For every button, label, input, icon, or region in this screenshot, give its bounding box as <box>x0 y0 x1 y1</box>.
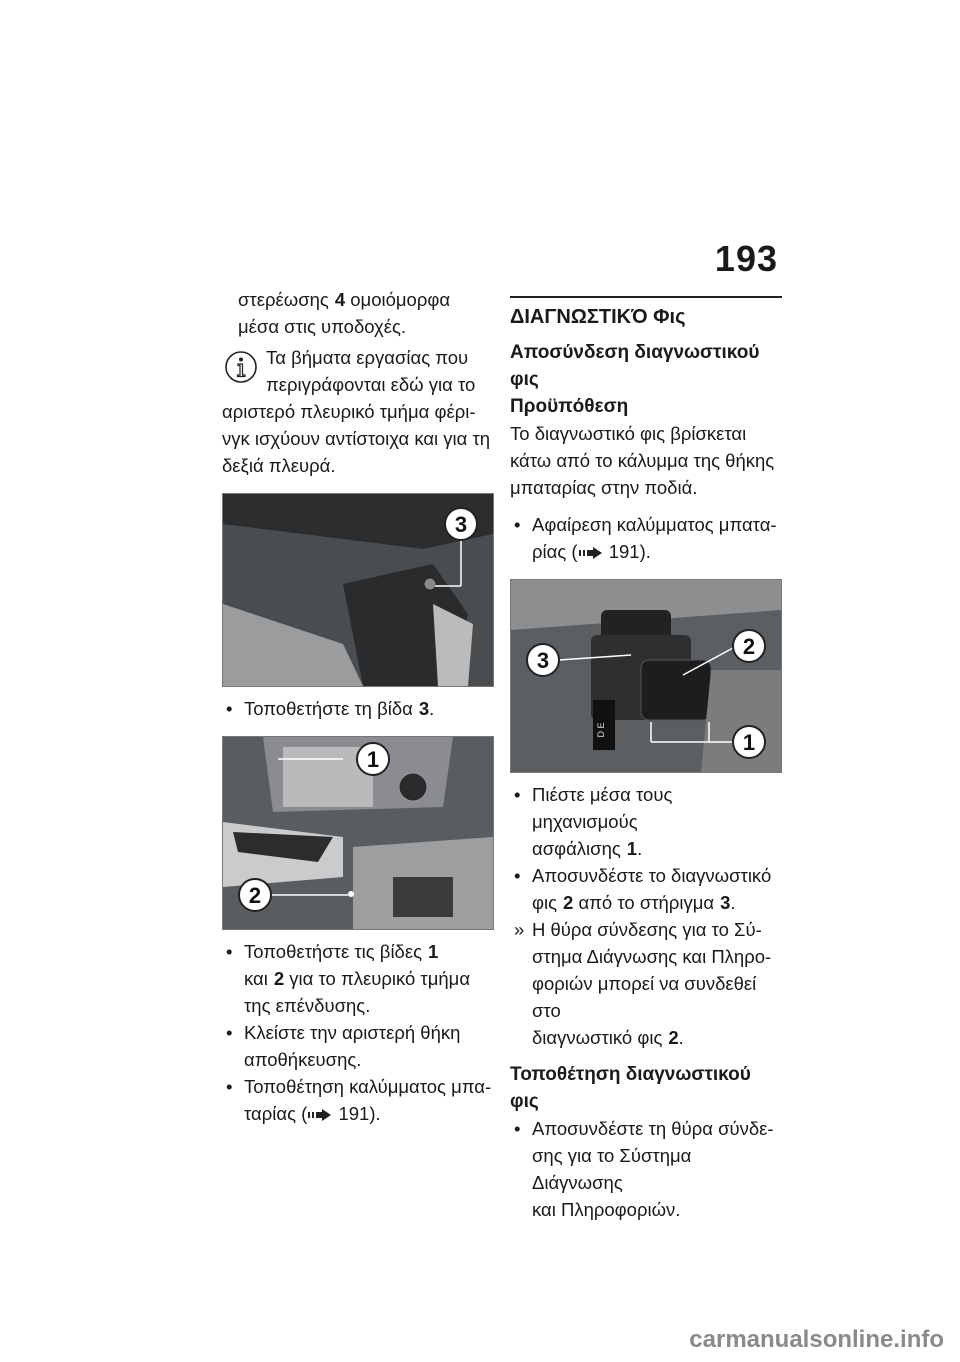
intro-line-1: στερέωσης 4 ομοιόμορφα <box>238 289 451 310</box>
subsection-install-title: Τοποθέτηση διαγνωστικού φις <box>510 1064 751 1112</box>
result-info: » Η θύρα σύνδεσης για το Σύ- στημα Διάγνωσης και Πληρο- φοριών μπορεί να συνδεθεί στο διαγνωστικό φις 2. <box>514 919 772 1048</box>
photo3-callout-2: 2 <box>742 634 756 659</box>
photo-side-panel-screws-1-2 <box>222 736 494 930</box>
watermark: carmanualsonline.info <box>689 1326 944 1353</box>
section-title: ΔΙΑΓΝΩΣΤΙΚΌ Φις <box>510 296 782 329</box>
prerequisite-title: Προϋπόθεση <box>510 396 629 417</box>
right-column <box>510 286 782 1223</box>
prereq-line-3: μπαταρίας στην ποδιά. <box>510 477 698 498</box>
step-install-screws-1-2: • Τοποθετήστε τις βίδες 1 και 2 για το πλευρικό τμήμα της επένδυσης. <box>226 941 471 1016</box>
step-close-storage: • Κλείστε την αριστερή θήκη αποθήκευσης. <box>226 1022 461 1070</box>
reference-arrow-icon <box>307 1108 333 1122</box>
step-disconnect-plug: • Αποσυνδέστε το διαγνωστικό φις 2 από το στήριγμα 3. <box>514 865 772 913</box>
svg-text:D E: D E <box>596 722 606 738</box>
reference-arrow-icon <box>578 546 604 560</box>
note-line-3: αριστερό πλευρικό τμήμα φέρι- <box>222 401 476 422</box>
step-press-locks: • Πιέστε μέσα τους μηχανισμούς ασφάλισης 1. <box>514 784 673 859</box>
photo-diagnostic-plug <box>510 579 782 773</box>
subsection-disconnect-title: Αποσύνδεση διαγνωστικού φις <box>510 342 760 390</box>
photo1-callout-3: 3 <box>454 512 468 537</box>
note-line-2: περιγράφονται εδώ για το <box>266 374 476 395</box>
photo3-callout-1: 1 <box>742 730 756 755</box>
note-line-4: νγκ ισχύουν αντίστοιχα και για τη <box>222 428 491 449</box>
note-line-1: Τα βήματα εργασίας που <box>266 347 469 368</box>
note-line-5: δεξιά πλευρά. <box>222 455 336 476</box>
intro-line-2: μέσα στις υποδοχές. <box>238 316 407 337</box>
step-disconnect-port: • Αποσυνδέστε τη θύρα σύνδε- σης για το Σύστημα Διάγνωσης και Πληροφοριών. <box>514 1118 774 1220</box>
info-note-icon <box>224 350 258 384</box>
step-install-screw-3: • Τοποθετήστε τη βίδα 3. <box>226 698 435 719</box>
info-note <box>222 344 494 479</box>
prereq-line-1: Το διαγνωστικό φις βρίσκεται <box>510 423 747 444</box>
page-number: 193 <box>714 238 778 279</box>
photo2-callout-1: 1 <box>366 747 380 772</box>
photo3-callout-3: 3 <box>536 648 550 673</box>
step-install-battery-cover: • Τοποθέτηση καλύμματος μπα- ταρίας ( 191). <box>226 1076 492 1124</box>
ref-page-link[interactable]: 191 <box>608 541 640 562</box>
step-remove-battery-cover: • Αφαίρεση καλύμματος μπατα- ρίας ( 191). <box>514 514 777 562</box>
left-column <box>222 286 494 1127</box>
photo-side-panel-screw-3 <box>222 493 494 687</box>
photo2-callout-2: 2 <box>248 883 262 908</box>
prereq-line-2: κάτω από το κάλυμμα της θήκης <box>510 450 775 471</box>
ref-page-link[interactable]: 191 <box>338 1103 370 1124</box>
